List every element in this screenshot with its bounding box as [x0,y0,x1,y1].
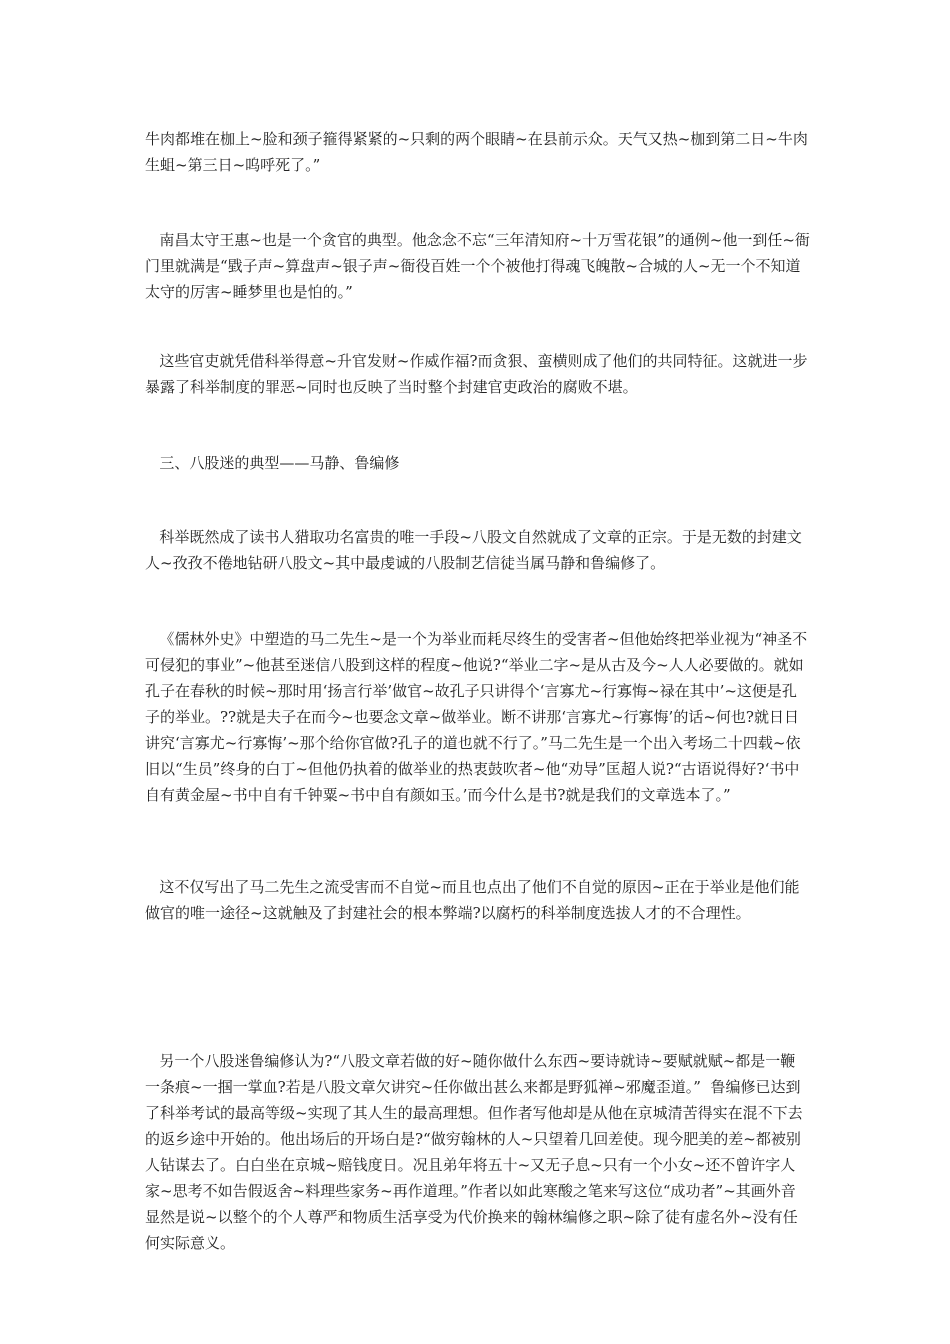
paragraph-niurou: 牛肉都堆在枷上~脸和颈子箍得紧紧的~只剩的两个眼睛~在县前示众。天气又热~枷到第二日~牛肉生蛆~第三日~呜呼死了。” [145,130,808,174]
paragraph-officials: 这些官吏就凭借科举得意~升官发财~作威作福?而贪狠、蛮横则成了他们的共同特征。这就进一步暴露了科举制度的罪恶~同时也反映了当时整个封建官吏政治的腐败不堪。 [145,352,808,396]
paragraph-lubianxiu: 另一个八股迷鲁编修认为?“八股文章若做的好~随你做什么东西~要诗就诗~要赋就赋~都是一鞭一条痕~一掴一掌血?若是八股文章欠讲究~任你做出甚么来都是野狐禅~邪魔歪道。” 鲁编修已达到了科举考试的最高等级~实现了其人生的最高理想。但作者写他却是从他在京城清苦得实在混不下去的返乡途中开始的。他出场后的开场白是?“做穷翰林的人~只望着几回差使。现今肥美的差~都被别人钻谋去了。白白坐在京城~赔钱度日。况且弟年将五十~又无子息~只有一个小女~还不曾许字人家~思考不如告假返舍~料理些家务~再作道理。”作者以如此寒酸之笔来写这位“成功者”~其画外音显然是说~以整个的个人尊严和物质生活享受为代价换来的翰林编修之职~除了徒有虚名外~没有任何实际意义。 [145,1052,803,1252]
paragraph-wanghui: 南昌太守王惠~也是一个贪官的典型。他念念不忘“三年清知府~十万雪花银”的通例~他一到任~衙门里就满是“戥子声~算盘声~银子声~衙役百姓一个个被他打得魂飞魄散~合城的人~无一个不知道太守的厉害~睡梦里也是怕的。” [145,231,810,301]
section-heading: 三、八股迷的典型——马静、鲁编修 [145,454,400,472]
paragraph-analysis: 这不仅写出了马二先生之流受害而不自觉~而且也点出了他们不自觉的原因~正在于举业是他们能做官的唯一途径~这就触及了封建社会的根本弊端?以腐朽的科举制度选拔人才的不合理性。 [145,878,800,922]
paragraph-keju: 科举既然成了读书人猎取功名富贵的唯一手段~八股文自然就成了文章的正宗。于是无数的封建文人~孜孜不倦地钻研八股文~其中最虔诚的八股制艺信徒当属马静和鲁编修了。 [145,528,802,572]
paragraph-maer: 《儒林外史》中塑造的马二先生~是一个为举业而耗尽终生的受害者~但他始终把举业视为“神圣不可侵犯的事业”~他甚至迷信八股到这样的程度~他说?“举业二字~是从古及今~人人必要做的。就如孔子在春秋的时候~那时用‘扬言行举’做官~故孔子只讲得个‘言寡尤~行寡悔~禄在其中’~这便是孔子的举业。??就是夫子在而今~也要念文章~做举业。断不讲那‘言寡尤~行寡悔’的话~何也?就日日讲究‘言寡尤~行寡悔’~那个给你官做?孔子的道也就不行了。”马二先生是一个出入考场二十四载~依旧以“生员”终身的白丁~但他仍执着的做举业的热衷鼓吹者~他“劝导”匡超人说?“古语说得好?‘书中自有黄金屋~书中自有千钟粟~书中自有颜如玉。’而今什么是书?就是我们的文章选本了。” [145,630,808,804]
